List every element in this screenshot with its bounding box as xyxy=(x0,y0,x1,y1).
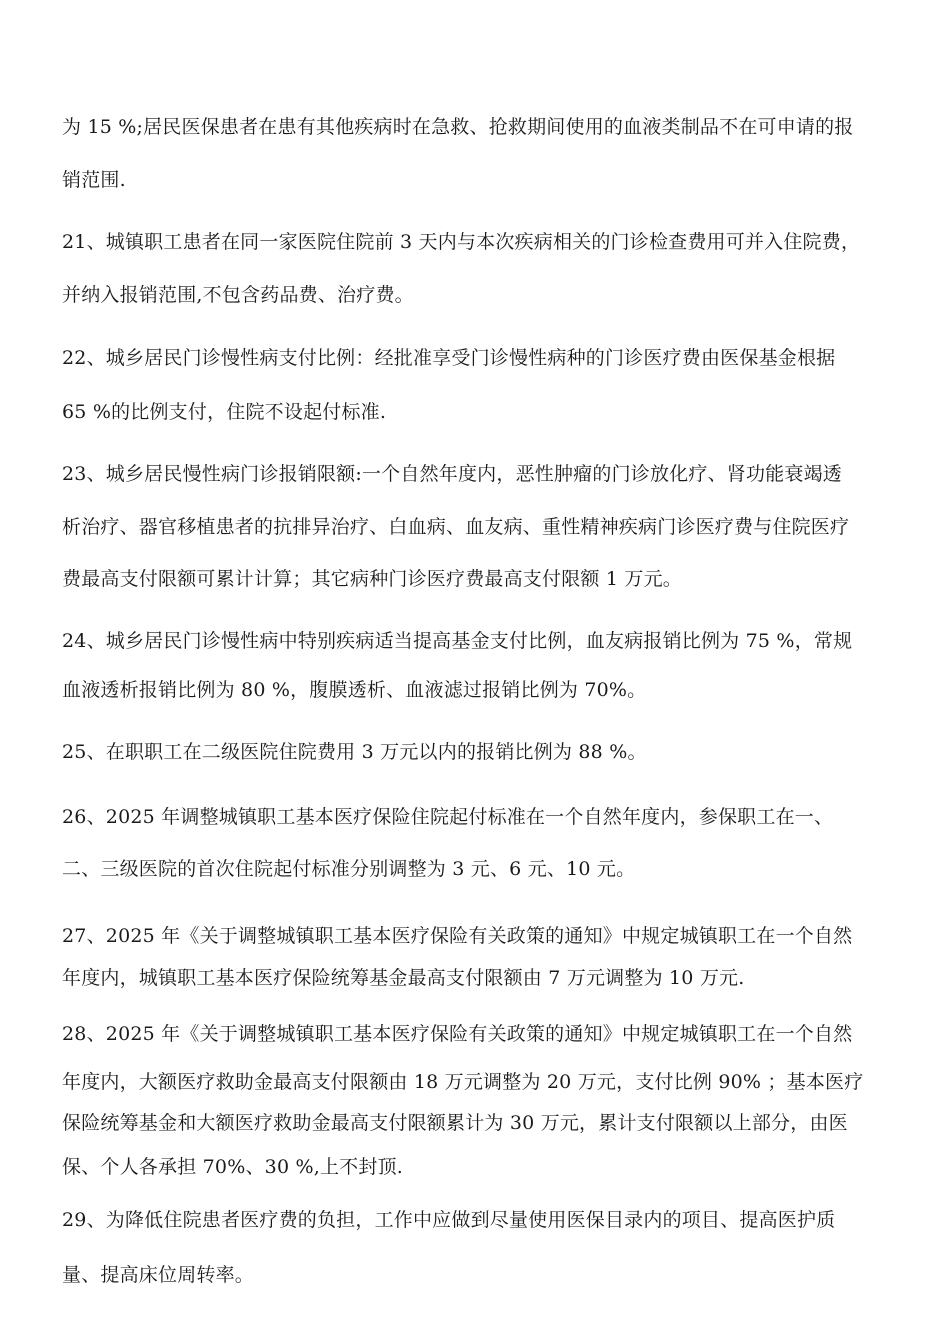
text-line: 销范围. xyxy=(62,169,126,191)
text-line: 析治疗、器官移植患者的抗排异治疗、白血病、血友病、重性精神疾病门诊医疗费与住院医疗 xyxy=(62,516,850,538)
text-line: 23、城乡居民慢性病门诊报销限额:一个自然年度内，恶性肿瘤的门诊放化疗、肾功能衰竭透 xyxy=(62,463,842,485)
text-line: 年度内，大额医疗救助金最高支付限额由 18 万元调整为 20 万元，支付比例 90% ；基本医疗 xyxy=(62,1071,864,1093)
text-line: 29、为降低住院患者医疗费的负担，工作中应做到尽量使用医保目录内的项目、提高医护质 xyxy=(62,1209,836,1231)
text-line: 血液透析报销比例为 80 %，腹膜透析、血液滤过报销比例为 70%。 xyxy=(62,679,647,701)
text-line: 并纳入报销范围,不包含药品费、治疗费。 xyxy=(62,284,414,306)
text-line: 量、提高床位周转率。 xyxy=(62,1264,255,1286)
text-line: 为 15 %;居民医保患者在患有其他疾病时在急救、抢救期间使用的血液类制品不在可申请的报 xyxy=(62,116,854,138)
text-line: 25、在职职工在二级医院住院费用 3 万元以内的报销比例为 88 %。 xyxy=(62,741,647,763)
text-line: 保、个人各承担 70%、30 %,上不封顶. xyxy=(62,1156,404,1178)
text-line: 费最高支付限额可累计计算；其它病种门诊医疗费最高支付限额 1 万元。 xyxy=(62,568,682,590)
text-line: 年度内，城镇职工基本医疗保险统筹基金最高支付限额由 7 万元调整为 10 万元. xyxy=(62,967,745,989)
text-line: 保险统筹基金和大额医疗救助金最高支付限额累计为 30 万元，累计支付限额以上部分，由医 xyxy=(62,1112,848,1134)
text-line: 28、2025 年《关于调整城镇职工基本医疗保险有关政策的通知》中规定城镇职工在一个自然 xyxy=(62,1023,853,1045)
text-line: 21、城镇职工患者在同一家医院住院前 3 天内与本次疾病相关的门诊检查费用可并入住院费， xyxy=(62,231,861,253)
text-line: 65 %的比例支付，住院不设起付标准. xyxy=(62,401,387,423)
text-line: 26、2025 年调整城镇职工基本医疗保险住院起付标准在一个自然年度内，参保职工在一、 xyxy=(62,806,834,828)
text-line: 27、2025 年《关于调整城镇职工基本医疗保险有关政策的通知》中规定城镇职工在一个自然 xyxy=(62,925,853,947)
text-line: 二、三级医院的首次住院起付标准分别调整为 3 元、6 元、10 元。 xyxy=(62,858,636,880)
text-line: 22、城乡居民门诊慢性病支付比例：经批准享受门诊慢性病种的门诊医疗费由医保基金根据 xyxy=(62,347,836,369)
text-line: 24、城乡居民门诊慢性病中特别疾病适当提高基金支付比例，血友病报销比例为 75 %，常规 xyxy=(62,630,853,652)
